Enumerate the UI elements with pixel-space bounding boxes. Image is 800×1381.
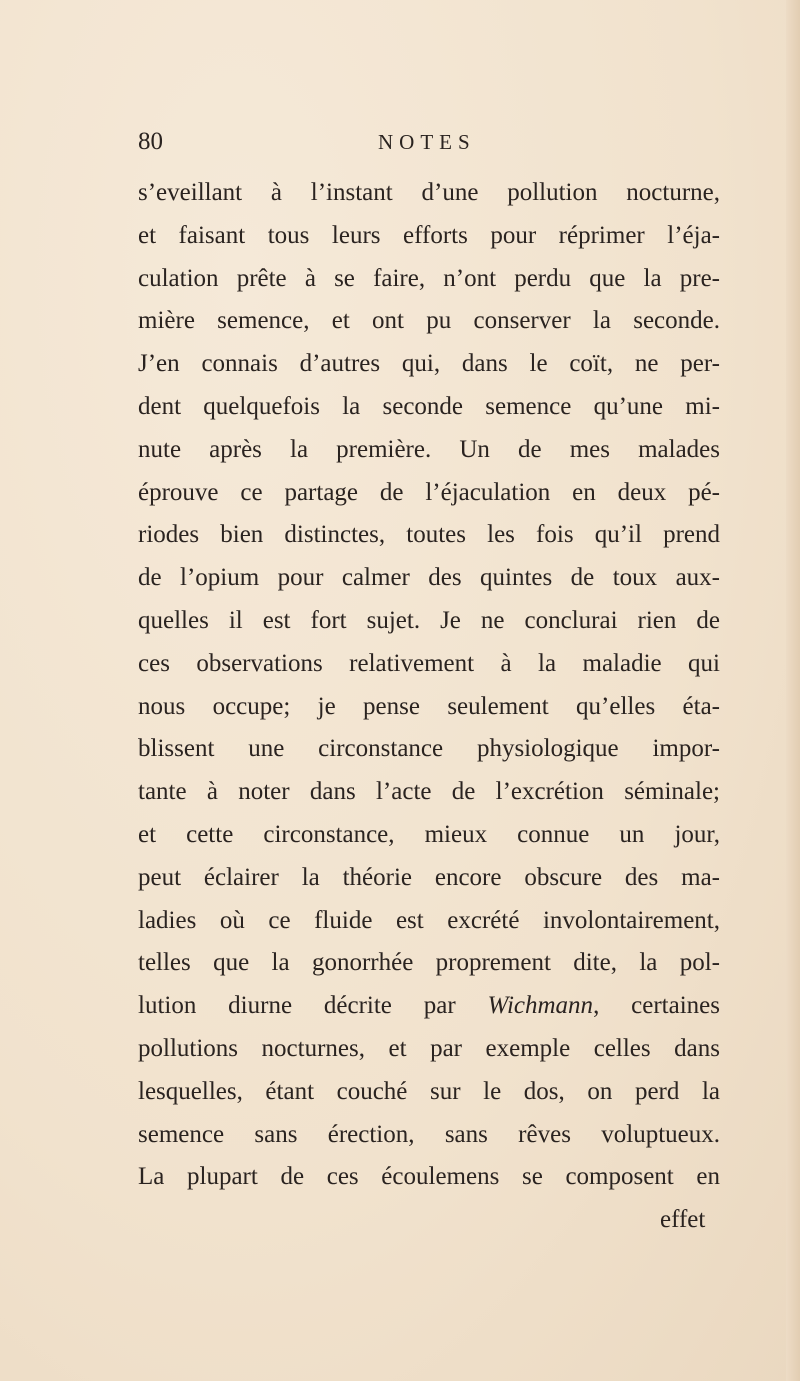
text-line: et faisant tous leurs efforts pour réprimer l’éja- bbox=[138, 221, 720, 249]
page-edge bbox=[786, 0, 800, 1381]
text-line: pollutions nocturnes, et par exemple celles dans bbox=[138, 1034, 720, 1062]
text-line: nous occupe; je pense seulement qu’elles éta- bbox=[138, 692, 720, 720]
text-line: éprouve ce partage de l’éjaculation en deux pé- bbox=[138, 478, 720, 506]
text-line: peut éclairer la théorie encore obscure des ma- bbox=[138, 863, 720, 891]
text-segment: , certaines bbox=[593, 992, 720, 1020]
text-segment: lution diurne décrite par bbox=[138, 992, 488, 1020]
text-line: J’en connais d’autres qui, dans le coït, ne per- bbox=[138, 350, 720, 378]
text-line: ces observations relativement à la maladie qui bbox=[138, 649, 720, 677]
text-line: quelles il est fort sujet. Je ne conclurai rien de bbox=[138, 606, 720, 634]
text-line-with-author bbox=[138, 985, 720, 1028]
text-line: mière semence, et ont pu conserver la seconde. bbox=[138, 307, 720, 335]
page-number: 80 bbox=[138, 128, 163, 155]
text-line: riodes bien distinctes, toutes les fois qu’il prend bbox=[138, 521, 720, 549]
text-line: blissent une circonstance physiologique impor- bbox=[138, 735, 720, 763]
text-line: lesquelles, étant couché sur le dos, on perd la bbox=[138, 1077, 720, 1105]
text-line: ladies où ce fluide est excrété involontairement, bbox=[138, 906, 720, 934]
text-line: culation prête à se faire, n’ont perdu que la pre- bbox=[138, 264, 720, 292]
text-line: s’eveillant à l’instant d’une pollution nocturne, bbox=[138, 179, 720, 206]
catchword: effet bbox=[660, 1206, 706, 1233]
text-line: semence sans érection, sans rêves voluptueux. bbox=[138, 1120, 720, 1148]
text-line: et cette circonstance, mieux connue un jour, bbox=[138, 820, 720, 848]
text-line: de l’opium pour calmer des quintes de toux aux- bbox=[138, 564, 720, 592]
text-line: La plupart de ces écoulemens se composent en bbox=[138, 1163, 720, 1191]
text-line: dent quelquefois la seconde semence qu’une mi- bbox=[138, 392, 720, 420]
text-line: tante à noter dans l’acte de l’excrétion séminale; bbox=[138, 778, 720, 806]
author-name: Wichmann bbox=[487, 992, 594, 1020]
page-header bbox=[138, 128, 720, 158]
text-line: nute après la première. Un de mes malades bbox=[138, 435, 720, 463]
running-title: NOTES bbox=[378, 130, 476, 154]
body-text bbox=[138, 172, 720, 1199]
text-line: telles que la gonorrhée proprement dite, la pol- bbox=[138, 949, 720, 977]
